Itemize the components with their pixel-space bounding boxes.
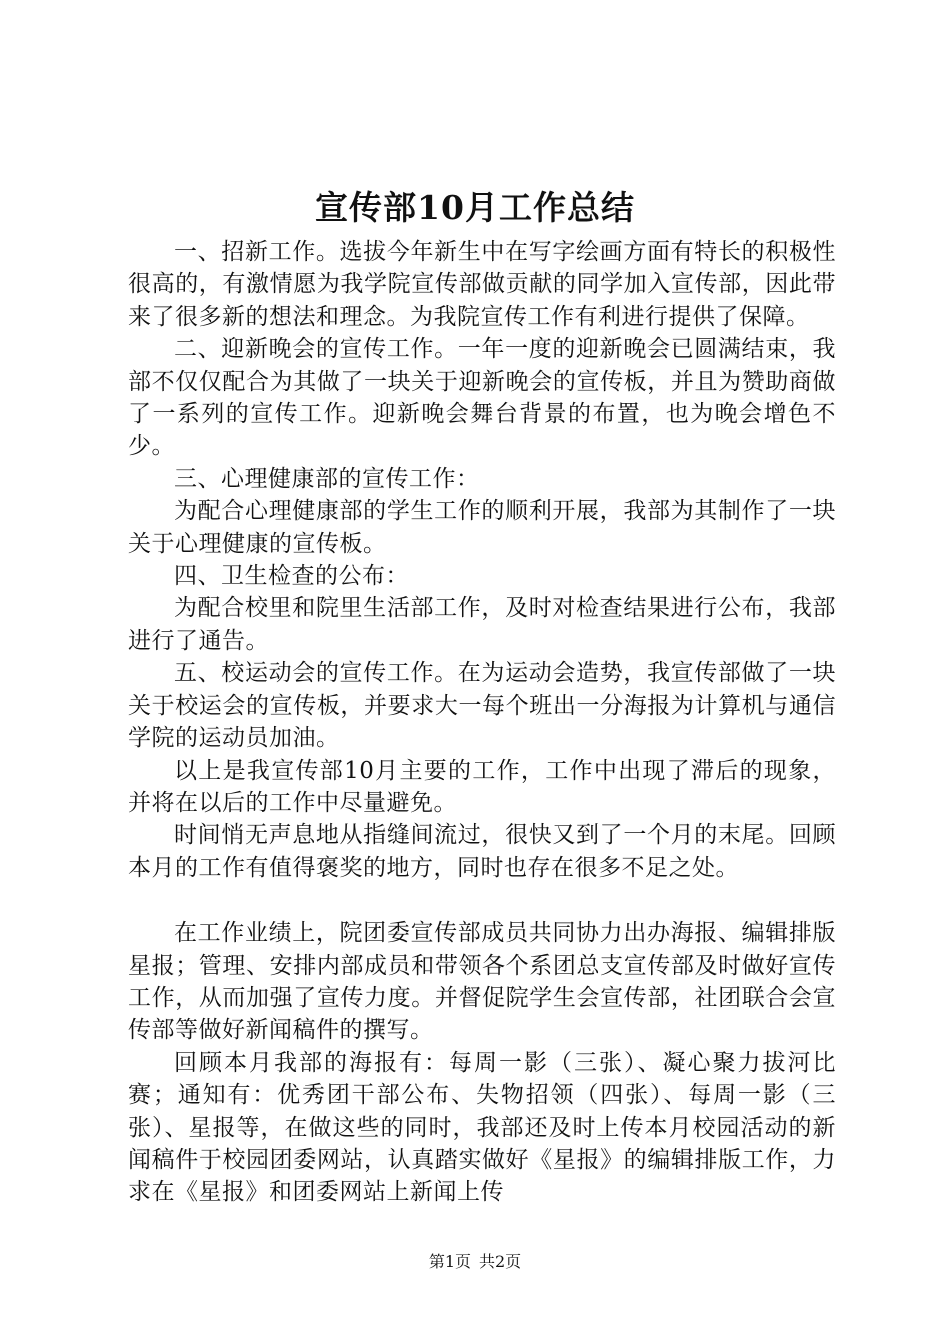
paragraph-recruitment: 一、招新工作。选拔今年新生中在写字绘画方面有特长的积极性很高的，有激情愿为我学院宣传部做贡献的同学加入宣传部，因此带来了很多新的想法和理念。为我院宣传工作有利进行提供了保障。 [128,239,836,330]
paragraph-achievements: 在工作业绩上，院团委宣传部成员共同协力出办海报、编辑排版星报；管理、安排内部成员和带领各个系团总支宣传部及时做好宣传工作，从而加强了宣传力度。并督促院学生会宣传部，社团联合会宣传部等做好新闻稿件的撰写。 [128,920,836,1044]
paragraph-mental-health: 为配合心理健康部的学生工作的顺利开展，我部为其制作了一块关于心理健康的宣传板。 [128,498,836,557]
paragraph-sports-meet: 五、校运动会的宣传工作。在为运动会造势，我宣传部做了一块关于校运会的宣传板，并要求大一每个班出一分海报为计算机与通信学院的运动员加油。 [128,660,836,752]
paragraph-summary: 以上是我宣传部10月主要的工作，工作中出现了滞后的现象，并将在以后的工作中尽量避免。 [128,757,836,816]
paragraph-gap [128,884,836,917]
paragraph-welcome-party: 二、迎新晚会的宣传工作。一年一度的迎新晚会已圆满结束，我部不仅仅配合为其做了一块关于迎新晚会的宣传板，并且为赞助商做了一系列的宣传工作。迎新晚会舞台背景的布置，也为晚会增色不少。 [128,336,836,460]
paragraph-hygiene-heading: 四、卫生检查的公布： [174,563,409,590]
page-footer [0,1252,950,1272]
page-number-current: 第1页 [428,1252,471,1271]
document-body [128,236,836,1209]
paragraph-posters: 回顾本月我部的海报有：每周一影（三张）、凝心聚力拔河比赛；通知有：优秀团干部公布、失物招领（四张）、每周一影（三张）、星报等，在做这些的同时，我部还及时上传本月校园活动的新闻稿件于校园团委网站，认真踏实做好《星报》的编辑排版工作，力求在《星报》和团委网站上新闻上传 [128,1049,836,1206]
paragraph-reflection: 时间悄无声息地从指缝间流过，很快又到了一个月的末尾。回顾本月的工作有值得褒奖的地方，同时也存在很多不足之处。 [128,822,836,881]
page-number-total: 共2页 [479,1252,522,1271]
paragraph-hygiene: 为配合校里和院里生活部工作，及时对检查结果进行公布，我部进行了通告。 [128,595,836,654]
document-title: 宣传部10月工作总结 [315,188,635,227]
paragraph-mental-health-heading: 三、心理健康部的宣传工作： [174,465,480,492]
